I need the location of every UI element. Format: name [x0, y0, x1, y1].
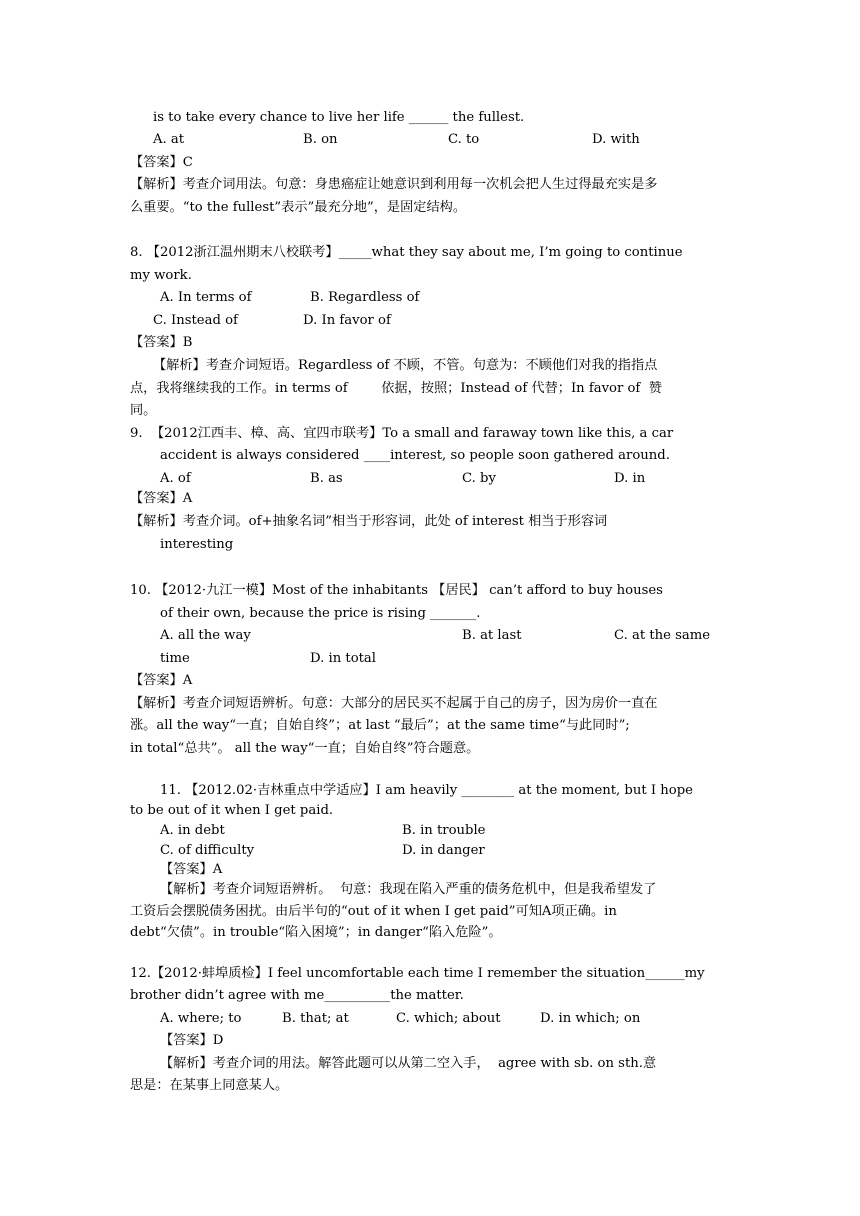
q11-option-d: D. in danger [402, 843, 485, 858]
q11-stem-line-1: 11. 【2012.02·吉林重点中学适应】I am heavily ________ at the moment, but I hope [160, 783, 693, 798]
q8-option-b: B. Regardless of [310, 290, 420, 305]
q8-option-a: A. In terms of [160, 290, 252, 305]
q12-stem-line-1: 12.【2012·蚌埠质检】I feel uncomfortable each time I remember the situation______my [130, 966, 705, 981]
q8-analysis-line-1: 【解析】考查介词短语。Regardless of 不顾，不管。句意为：不顾他们对我的指指点 [153, 358, 658, 373]
q11-analysis-line-3: debt“欠债”。in trouble“陷入困境”；in danger“陷入危险”。 [130, 925, 502, 940]
q10-option-a: A. all the way [160, 628, 251, 643]
q11-analysis-line-2: 工资后会摆脱债务困扰。由后半句的“out of it when I get paid”可知A项正确。in [130, 904, 617, 919]
q8-answer: 【答案】B [130, 335, 193, 350]
q11-answer: 【答案】A [160, 862, 223, 877]
q10-answer: 【答案】A [130, 673, 193, 688]
q12-option-d: D. in which; on [540, 1011, 641, 1026]
q11-analysis-line-1: 【解析】考查介词短语辨析。 句意：我现在陷入严重的债务危机中，但是我希望发了 [160, 882, 657, 897]
q8-stem-line-1: 8. 【2012浙江温州期末八校联考】_____what they say about me, I’m going to continue [130, 245, 683, 260]
q10-analysis-line-1: 【解析】考查介词短语辨析。句意：大部分的居民买不起属于自己的房子，因为房价一直在 [130, 696, 658, 711]
q7-option-c: C. to [448, 132, 480, 147]
q11-option-b: B. in trouble [402, 823, 486, 838]
q10-option-c: C. at the same [614, 628, 711, 643]
q7-analysis-line-2: 么重要。“to the fullest”表示”最充分地”，是固定结构。 [130, 200, 467, 215]
q7-stem-cont: is to take every chance to live her life ______ the fullest. [153, 110, 525, 125]
q10-stem-line-1: 10. 【2012·九江一模】Most of the inhabitants 【居民】 can’t afford to buy houses [130, 583, 663, 598]
q8-analysis-line-3: 同。 [130, 403, 157, 418]
q10-analysis-line-3: in total“总共”。 all the way“一直；自始自终”符合题意。 [130, 741, 480, 756]
q12-analysis-line-2: 思是：在某事上同意某人。 [130, 1078, 289, 1093]
q8-option-d: D. In favor of [303, 313, 391, 328]
q10-option-c-wrap: time [160, 651, 190, 666]
q8-stem-line-2: my work. [130, 268, 192, 283]
q8-analysis-line-2: 点，我将继续我的工作。in terms of 依据，按照；Instead of 代替；In favor of 赞 [130, 381, 662, 396]
q12-stem-line-2: brother didn’t agree with me__________the matter. [130, 988, 464, 1003]
q11-option-c: C. of difficulty [160, 843, 255, 858]
q9-option-c: C. by [462, 471, 496, 486]
q10-option-b: B. at last [462, 628, 522, 643]
q11-option-a: A. in debt [160, 823, 225, 838]
q12-option-c: C. which; about [396, 1011, 501, 1026]
q9-stem-line-1: 9. 【2012江西丰、樟、高、宜四市联考】To a small and faraway town like this, a car [130, 426, 674, 441]
q11-stem-line-2: to be out of it when I get paid. [130, 803, 334, 818]
q9-option-a: A. of [160, 471, 191, 486]
q9-option-d: D. in [614, 471, 646, 486]
q12-analysis-line-1: 【解析】考查介词的用法。解答此题可以从第二空入手， agree with sb. on sth.意 [160, 1056, 657, 1071]
q9-analysis-line-1: 【解析】考查介词。of+抽象名词”相当于形容词，此处 of interest 相当于形容词 [130, 514, 608, 529]
q9-analysis-line-2: interesting [160, 537, 234, 552]
q7-option-b: B. on [303, 132, 338, 147]
q7-analysis-line-1: 【解析】考查介词用法。句意：身患癌症让她意识到利用每一次机会把人生过得最充实是多 [130, 177, 658, 192]
q12-answer: 【答案】D [160, 1033, 224, 1048]
q7-answer: 【答案】C [130, 155, 193, 170]
q8-option-c: C. Instead of [153, 313, 238, 328]
q9-answer: 【答案】A [130, 491, 193, 506]
q10-stem-line-2: of their own, because the price is rising _______. [160, 606, 481, 621]
q10-option-d: D. in total [310, 651, 377, 666]
q7-option-d: D. with [592, 132, 640, 147]
q9-stem-line-2: accident is always considered ____interest, so people soon gathered around. [160, 448, 670, 463]
q10-analysis-line-2: 涨。all the way“一直；自始自终”；at last “最后”；at the same time“与此同时”; [130, 718, 630, 733]
q12-option-a: A. where; to [160, 1011, 242, 1026]
q12-option-b: B. that; at [282, 1011, 349, 1026]
q9-option-b: B. as [310, 471, 343, 486]
q7-option-a: A. at [153, 132, 185, 147]
